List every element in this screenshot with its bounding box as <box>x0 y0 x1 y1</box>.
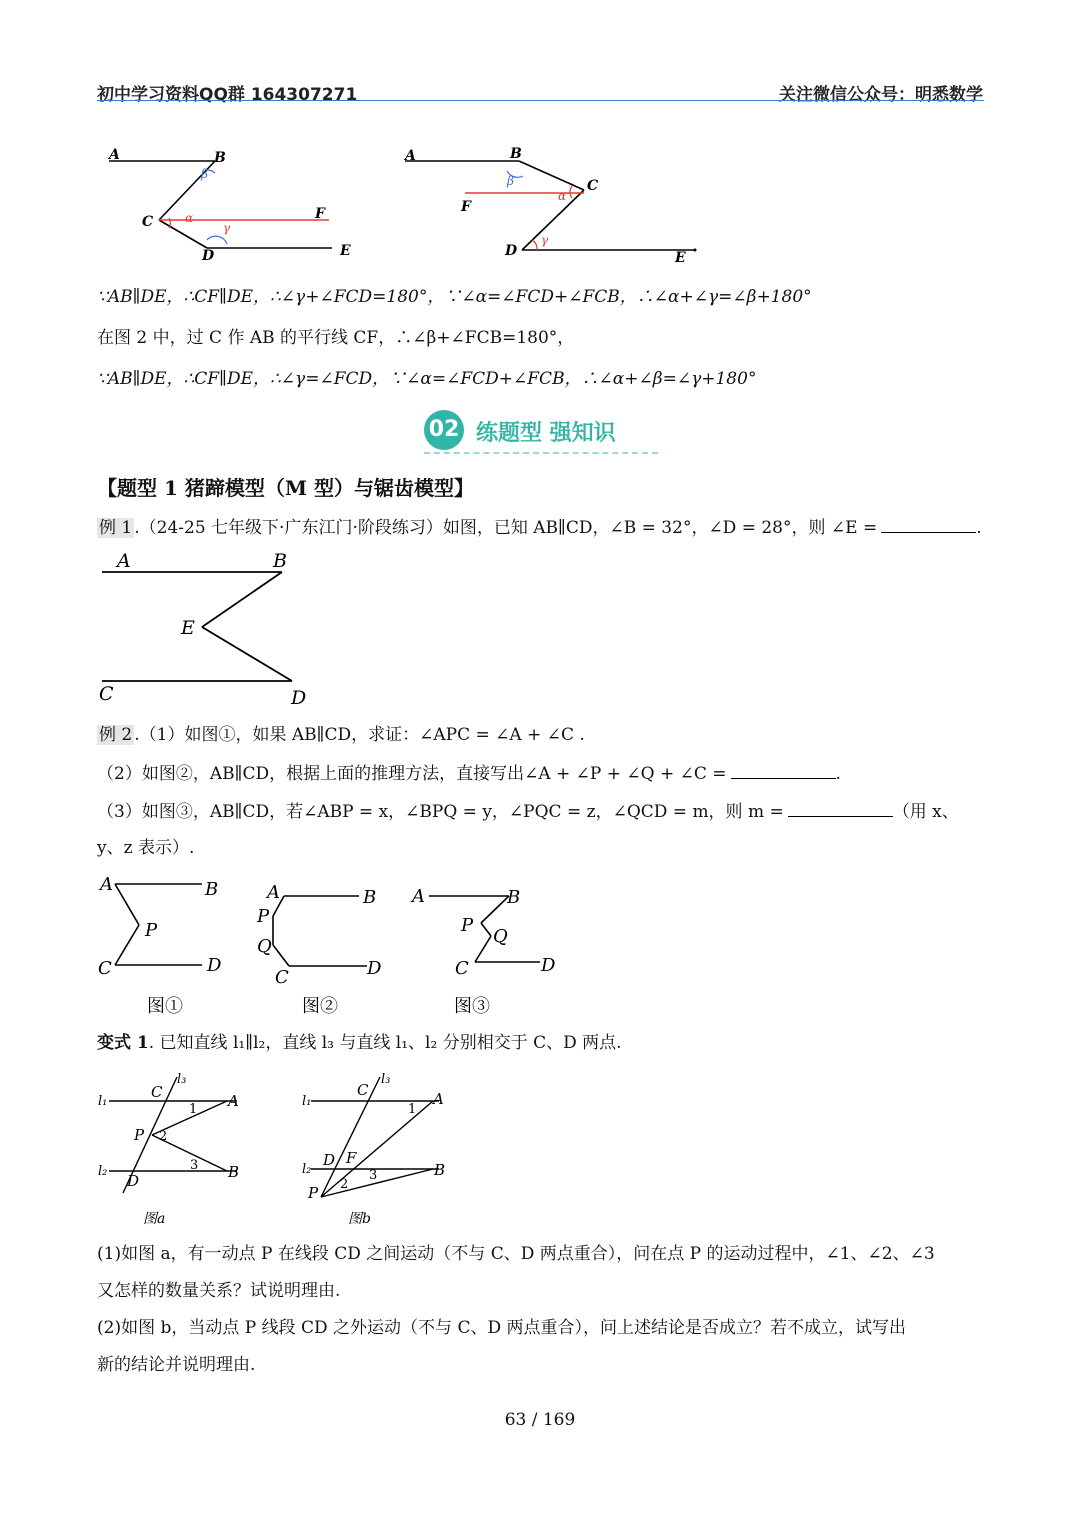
example-1-text: .（24-25 七年级下·广东江门·阶段练习）如图，已知 AB∥CD，∠B = 32°，∠D = 28°，则 ∠E = <box>134 518 878 538</box>
variant-fig-b <box>302 1072 445 1227</box>
vb-f: F <box>346 1149 357 1167</box>
vb-angle-3: 3 <box>369 1168 378 1183</box>
ex2-f3-q: Q <box>493 926 508 947</box>
va-c: C <box>151 1083 163 1101</box>
va-b: B <box>228 1163 240 1181</box>
va-l3: l₃ <box>177 1072 187 1087</box>
ex2-f2-p: P <box>257 906 270 927</box>
proof-line-2: 在图 2 中，过 C 作 AB 的平行线 CF，∴∠β+∠FCB=180°， <box>97 328 575 348</box>
va-caption: 图a <box>143 1211 166 1227</box>
header-left: 初中学习资料QQ群 164307271 <box>97 85 358 105</box>
fig2-alpha: α <box>558 189 567 203</box>
variant-fig-a <box>98 1072 239 1227</box>
example-1-end: . <box>976 518 982 538</box>
page-number: 63 / 169 <box>504 1410 576 1430</box>
fig2-label-e: E <box>675 250 686 266</box>
ex2-f2-q: Q <box>257 936 272 957</box>
fig1-gamma: γ <box>223 221 231 235</box>
vb-d: D <box>323 1151 336 1169</box>
vb-angle-1: 1 <box>408 1102 417 1117</box>
top-figures <box>97 140 747 270</box>
fig2-gamma: γ <box>541 233 549 247</box>
variant-1-q1-line-2: 又怎样的数量关系？试说明理由. <box>97 1281 341 1301</box>
vb-p: P <box>308 1184 319 1202</box>
ex2-f3-a: A <box>412 886 425 907</box>
ex2-fig-2 <box>256 882 382 1017</box>
top-figure-2 <box>403 146 697 266</box>
example-2-q2-text: （2）如图②，AB∥CD，根据上面的推理方法，直接写出∠A + ∠P + ∠Q + ∠C = <box>97 764 727 784</box>
vb-l3: l₃ <box>381 1072 391 1087</box>
example-1-answer-blank[interactable] <box>881 514 976 533</box>
header-right: 关注微信公众号：明悉数学 <box>779 85 983 105</box>
variant-1-intro <box>97 1031 622 1055</box>
example-2-tag: 例 2 <box>99 725 133 745</box>
example-2-q3-blank[interactable] <box>788 798 893 817</box>
ex2-f3-d: D <box>541 955 556 976</box>
example-2-q3-text: （3）如图③，AB∥CD，若∠ABP = x，∠BPQ = y，∠PQC = z，∠QCD = m，则 m = <box>97 802 784 822</box>
ex1-label-a: A <box>117 550 131 572</box>
example-2-q3-cont: y、z 表示）. <box>97 838 195 858</box>
example-1-tag: 例 1 <box>99 518 133 538</box>
fig2-label-a: A <box>405 148 416 164</box>
fig2-label-d: D <box>505 243 518 259</box>
example-1-figure <box>97 545 327 710</box>
ex2-caption-2: 图② <box>302 996 338 1017</box>
example-2-q3-end: （用 x、 <box>892 802 959 822</box>
section-banner-text: 练题型 强知识 <box>476 421 616 446</box>
fig2-label-c: C <box>587 178 599 194</box>
fig2-beta: β <box>507 174 514 188</box>
fig1-label-a: A <box>109 147 120 163</box>
example-2-q1 <box>97 723 585 747</box>
fig2-label-b: B <box>510 146 522 162</box>
header-divider <box>97 100 984 101</box>
section-title: 【题型 1 猪蹄模型（M 型）与锯齿模型】 <box>97 476 474 500</box>
fig1-alpha: α <box>185 211 194 225</box>
vb-l1: l₁ <box>302 1094 312 1109</box>
example-1-question <box>97 514 982 540</box>
example-2-q2 <box>97 760 841 786</box>
section-number-badge: 02 <box>424 410 464 450</box>
ex2-f1-c: C <box>98 958 112 979</box>
fig1-beta: β <box>201 167 208 181</box>
ex2-fig-1 <box>98 874 222 1017</box>
vb-caption: 图b <box>348 1211 371 1227</box>
example-2-q1-text: .（1）如图①，如果 AB∥CD，求证：∠APC = ∠A + ∠C . <box>134 725 585 745</box>
proof-line-3: ∵AB∥DE，∴CF∥DE，∴∠γ=∠FCD，∵∠α=∠FCD+∠FCB，∴∠α+∠β=∠γ+180° <box>97 369 757 389</box>
variant-1-q2-line-2: 新的结论并说明理由. <box>97 1355 256 1375</box>
ex1-label-b: B <box>273 550 287 572</box>
ex2-f3-c: C <box>455 958 469 979</box>
fig1-label-e: E <box>340 243 351 259</box>
ex2-f1-b: B <box>205 879 219 900</box>
example-2-q2-blank[interactable] <box>731 760 836 779</box>
vb-c: C <box>357 1081 369 1099</box>
va-p: P <box>134 1126 145 1144</box>
ex1-label-c: C <box>99 683 114 705</box>
variant-1-q1-line-1: (1)如图 a，有一动点 P 在线段 CD 之间运动（不与 C、D 两点重合），问在点 P 的运动过程中，∠1、∠2、∠3 <box>97 1244 935 1264</box>
va-d: D <box>127 1172 140 1190</box>
ex2-f3-b: B <box>507 887 521 908</box>
fig1-label-c: C <box>142 214 154 230</box>
vb-a: A <box>433 1090 444 1108</box>
ex2-f2-a: A <box>267 882 280 903</box>
fig1-label-d: D <box>202 248 215 264</box>
proof-line-1: ∵AB∥DE，∴CF∥DE，∴∠γ+∠FCD=180°，∵∠α=∠FCD+∠FCB，∴∠α+∠γ=∠β+180° <box>97 287 812 307</box>
ex2-f3-p: P <box>461 915 474 936</box>
variant-1-text: . 已知直线 l₁∥l₂，直线 l₃ 与直线 l₁、l₂ 分别相交于 C、D 两点. <box>148 1033 622 1053</box>
ex2-caption-1: 图① <box>147 996 183 1017</box>
ex2-f2-c: C <box>275 967 289 988</box>
ex2-caption-3: 图③ <box>454 996 490 1017</box>
vb-l2: l₂ <box>302 1162 312 1177</box>
ex2-f1-a: A <box>100 874 113 895</box>
ex2-f1-p: P <box>145 920 158 941</box>
va-l1: l₁ <box>98 1094 108 1109</box>
variant-1-figures <box>97 1065 457 1235</box>
va-angle-1: 1 <box>189 1102 198 1117</box>
va-l2: l₂ <box>98 1164 108 1179</box>
va-angle-3: 3 <box>190 1158 199 1173</box>
ex2-f2-d: D <box>367 958 382 979</box>
ex1-label-d: D <box>291 687 307 709</box>
example-2-q2-end: . <box>835 764 841 784</box>
example-2-q3 <box>97 798 959 824</box>
va-a: A <box>228 1092 239 1110</box>
ex2-f1-d: D <box>207 955 222 976</box>
ex2-fig-3 <box>410 886 556 1017</box>
banner-underline <box>424 452 658 454</box>
fig1-label-b: B <box>214 150 226 166</box>
fig1-label-f: F <box>315 206 325 222</box>
ex1-label-e: E <box>181 617 195 639</box>
example-2-figures <box>97 870 577 1022</box>
variant-1-q2-line-1: (2)如图 b，当动点 P 线段 CD 之外运动（不与 C、D 两点重合），问上述结论是否成立？若不成立，试写出 <box>97 1318 907 1338</box>
vb-angle-2: 2 <box>340 1177 349 1192</box>
fig2-label-f: F <box>461 199 471 215</box>
variant-1-tag: 变式 1 <box>97 1033 149 1053</box>
top-figure-1 <box>107 147 351 264</box>
vb-b: B <box>434 1161 446 1179</box>
ex2-f2-b: B <box>363 887 377 908</box>
va-angle-2: 2 <box>159 1129 168 1144</box>
